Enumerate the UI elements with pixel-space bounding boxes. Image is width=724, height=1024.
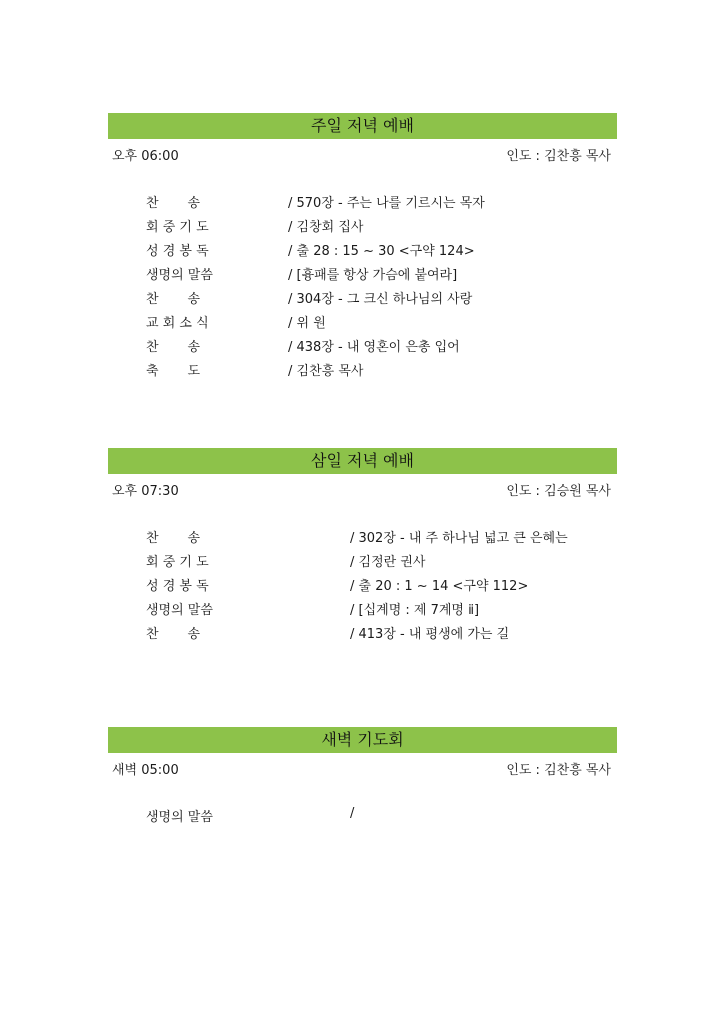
program-value: / [흉패를 항상 가슴에 붙여라]: [288, 268, 458, 283]
program-value: / 김창회 집사: [288, 220, 364, 235]
program-label: 교 회 소 식: [146, 316, 209, 331]
program-label: 찬 송: [146, 196, 201, 211]
program-value: / 위 원: [288, 316, 326, 331]
section-title: 주일 저녁 예배: [108, 113, 617, 141]
section-wednesday-evening: [108, 448, 617, 642]
program-label: 성 경 봉 독: [146, 579, 209, 594]
program-value: / 출 20 : 1 ~ 14 <구약 112>: [350, 579, 529, 594]
program-label: 회 중 기 도: [146, 220, 209, 235]
service-time: 오후 07:30: [112, 484, 179, 499]
program-value: / [십계명 : 제 7계명 ⅱ]: [350, 603, 480, 618]
program-label: 생명의 말씀: [146, 810, 213, 825]
program-value: / 302장 - 내 주 하나님 넓고 큰 은혜는: [350, 531, 568, 546]
program-label: 찬 송: [146, 292, 201, 307]
service-time: 오후 06:00: [112, 149, 179, 164]
section-meta: [108, 476, 617, 502]
section-dawn-prayer: [108, 727, 617, 825]
section-sunday-evening: [108, 113, 617, 379]
service-time: 새벽 05:00: [112, 763, 179, 778]
program-value: / 413장 - 내 평생에 가는 길: [350, 627, 510, 642]
program-label: 축 도: [146, 364, 201, 379]
section-meta: [108, 755, 617, 781]
service-leader: 인도 : 김찬흥 목사: [506, 149, 611, 164]
program-value: / 김정란 권사: [350, 555, 426, 570]
program-label: 찬 송: [146, 531, 201, 546]
program-label: 생명의 말씀: [146, 603, 213, 618]
section-title: 새벽 기도회: [108, 727, 617, 755]
program-value: /: [350, 806, 355, 821]
program-value: / 570장 - 주는 나를 기르시는 목자: [288, 196, 485, 211]
program-label: 회 중 기 도: [146, 555, 209, 570]
program-value: / 김찬흥 목사: [288, 364, 364, 379]
service-leader: 인도 : 김찬흥 목사: [506, 763, 611, 778]
program-label: 찬 송: [146, 340, 201, 355]
service-leader: 인도 : 김승원 목사: [506, 484, 611, 499]
program-label: 생명의 말씀: [146, 268, 213, 283]
program-value: / 438장 - 내 영혼이 은총 입어: [288, 340, 460, 355]
section-meta: [108, 141, 617, 167]
program-label: 성 경 봉 독: [146, 244, 209, 259]
program-label: 찬 송: [146, 627, 201, 642]
program-value: / 출 28 : 15 ~ 30 <구약 124>: [288, 244, 475, 259]
program-value: / 304장 - 그 크신 하나님의 사랑: [288, 292, 473, 307]
section-title: 삼일 저녁 예배: [108, 448, 617, 476]
